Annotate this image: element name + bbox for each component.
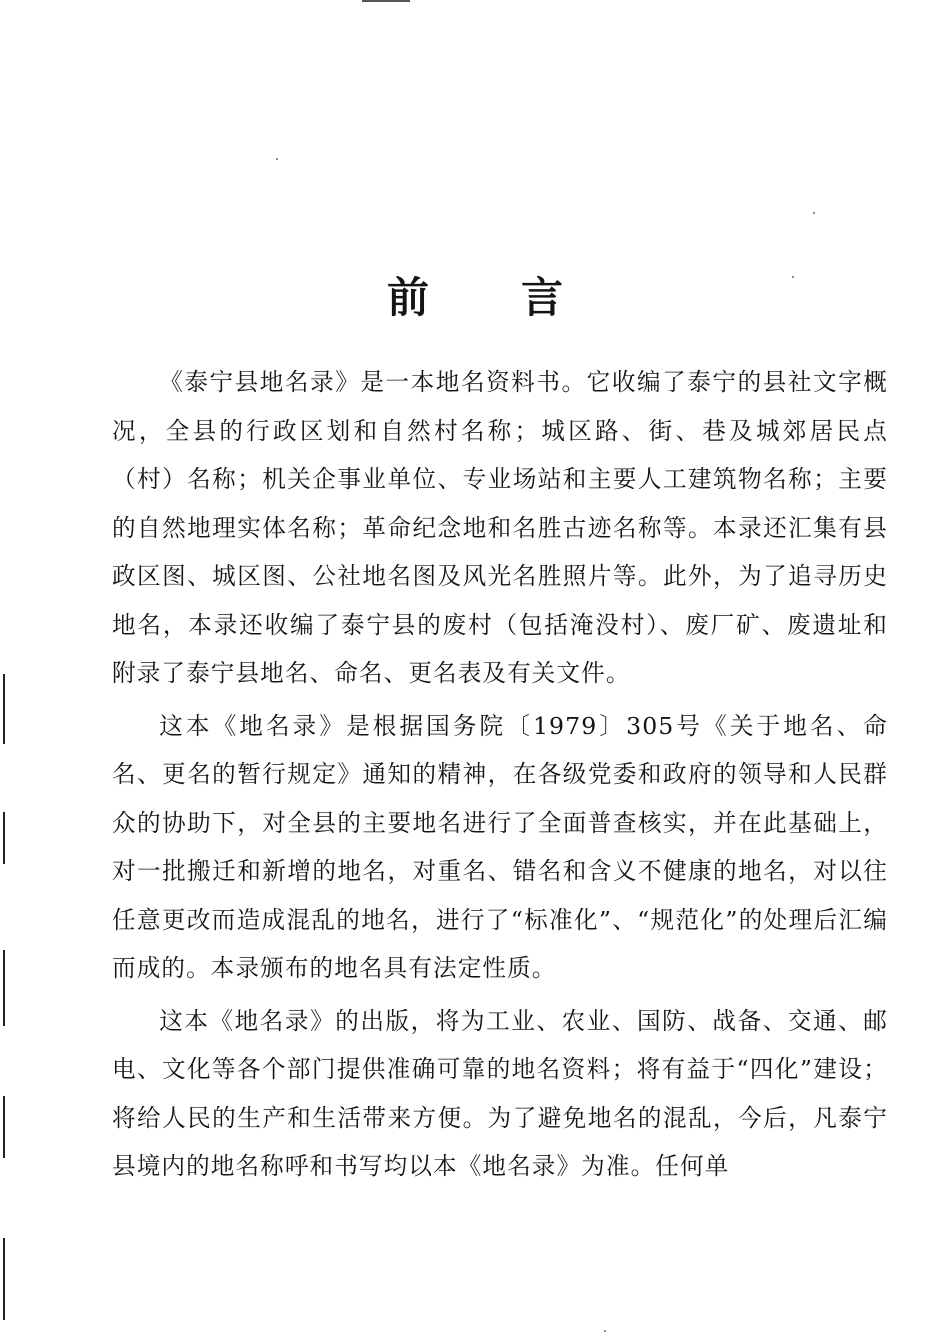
scan-margin-bar (3, 812, 5, 864)
paragraph: 这本《地名录》的出版，将为工业、农业、国防、战备、交通、邮电、文化等各个部门提供准确可靠的地名资料；将有益于“四化”建设；将给人民的生产和生活带来方便。为了避免地名的混乱，今后，凡泰宁县境内的地名称呼和书写均以本《地名录》为准。任何单 (112, 1006, 888, 1180)
paragraph: 这本《地名录》是根据国务院〔1979〕305号《关于地名、命名、更名的暂行规定》通知的精神，在各级党委和政府的领导和人民群众的协助下，对全县的主要地名进行了全面普查核实，并在此基础上，对一批搬迁和新增的地名，对重名、错名和含义不健康的地名，对以往任意更改而造成混乱的地名，进行了“标准化”、“规范化”的处理后汇编而成的。本录颁布的地名具有法定性质。 (112, 711, 888, 982)
scan-margin-bar (3, 674, 5, 744)
scan-margin-bar (3, 1238, 5, 1320)
body-text (112, 358, 888, 1195)
paragraph: 《泰宁县地名录》是一本地名资料书。它收编了泰宁的县社文字概况，全县的行政区划和自然村名称；城区路、街、巷及城郊居民点（村）名称；机关企事业单位、专业场站和主要人工建筑物名称；主要的自然地理实体名称；革命纪念地和名胜古迹名称等。本录还汇集有县政区图、城区图、公社地名图及风光名胜照片等。此外，为了追寻历史地名，本录还收编了泰宁县的废村（包括淹没村）、废厂矿、废遗址和附录了泰宁县地名、命名、更名表及有关文件。 (112, 368, 888, 687)
scan-speck (604, 1330, 606, 1332)
scan-speck (813, 212, 815, 214)
scan-speck (276, 158, 278, 160)
page-title: 前言 (386, 273, 655, 323)
scan-margin-bar (3, 1096, 5, 1158)
scan-margin-bar (3, 950, 5, 1026)
top-rule (362, 0, 410, 2)
